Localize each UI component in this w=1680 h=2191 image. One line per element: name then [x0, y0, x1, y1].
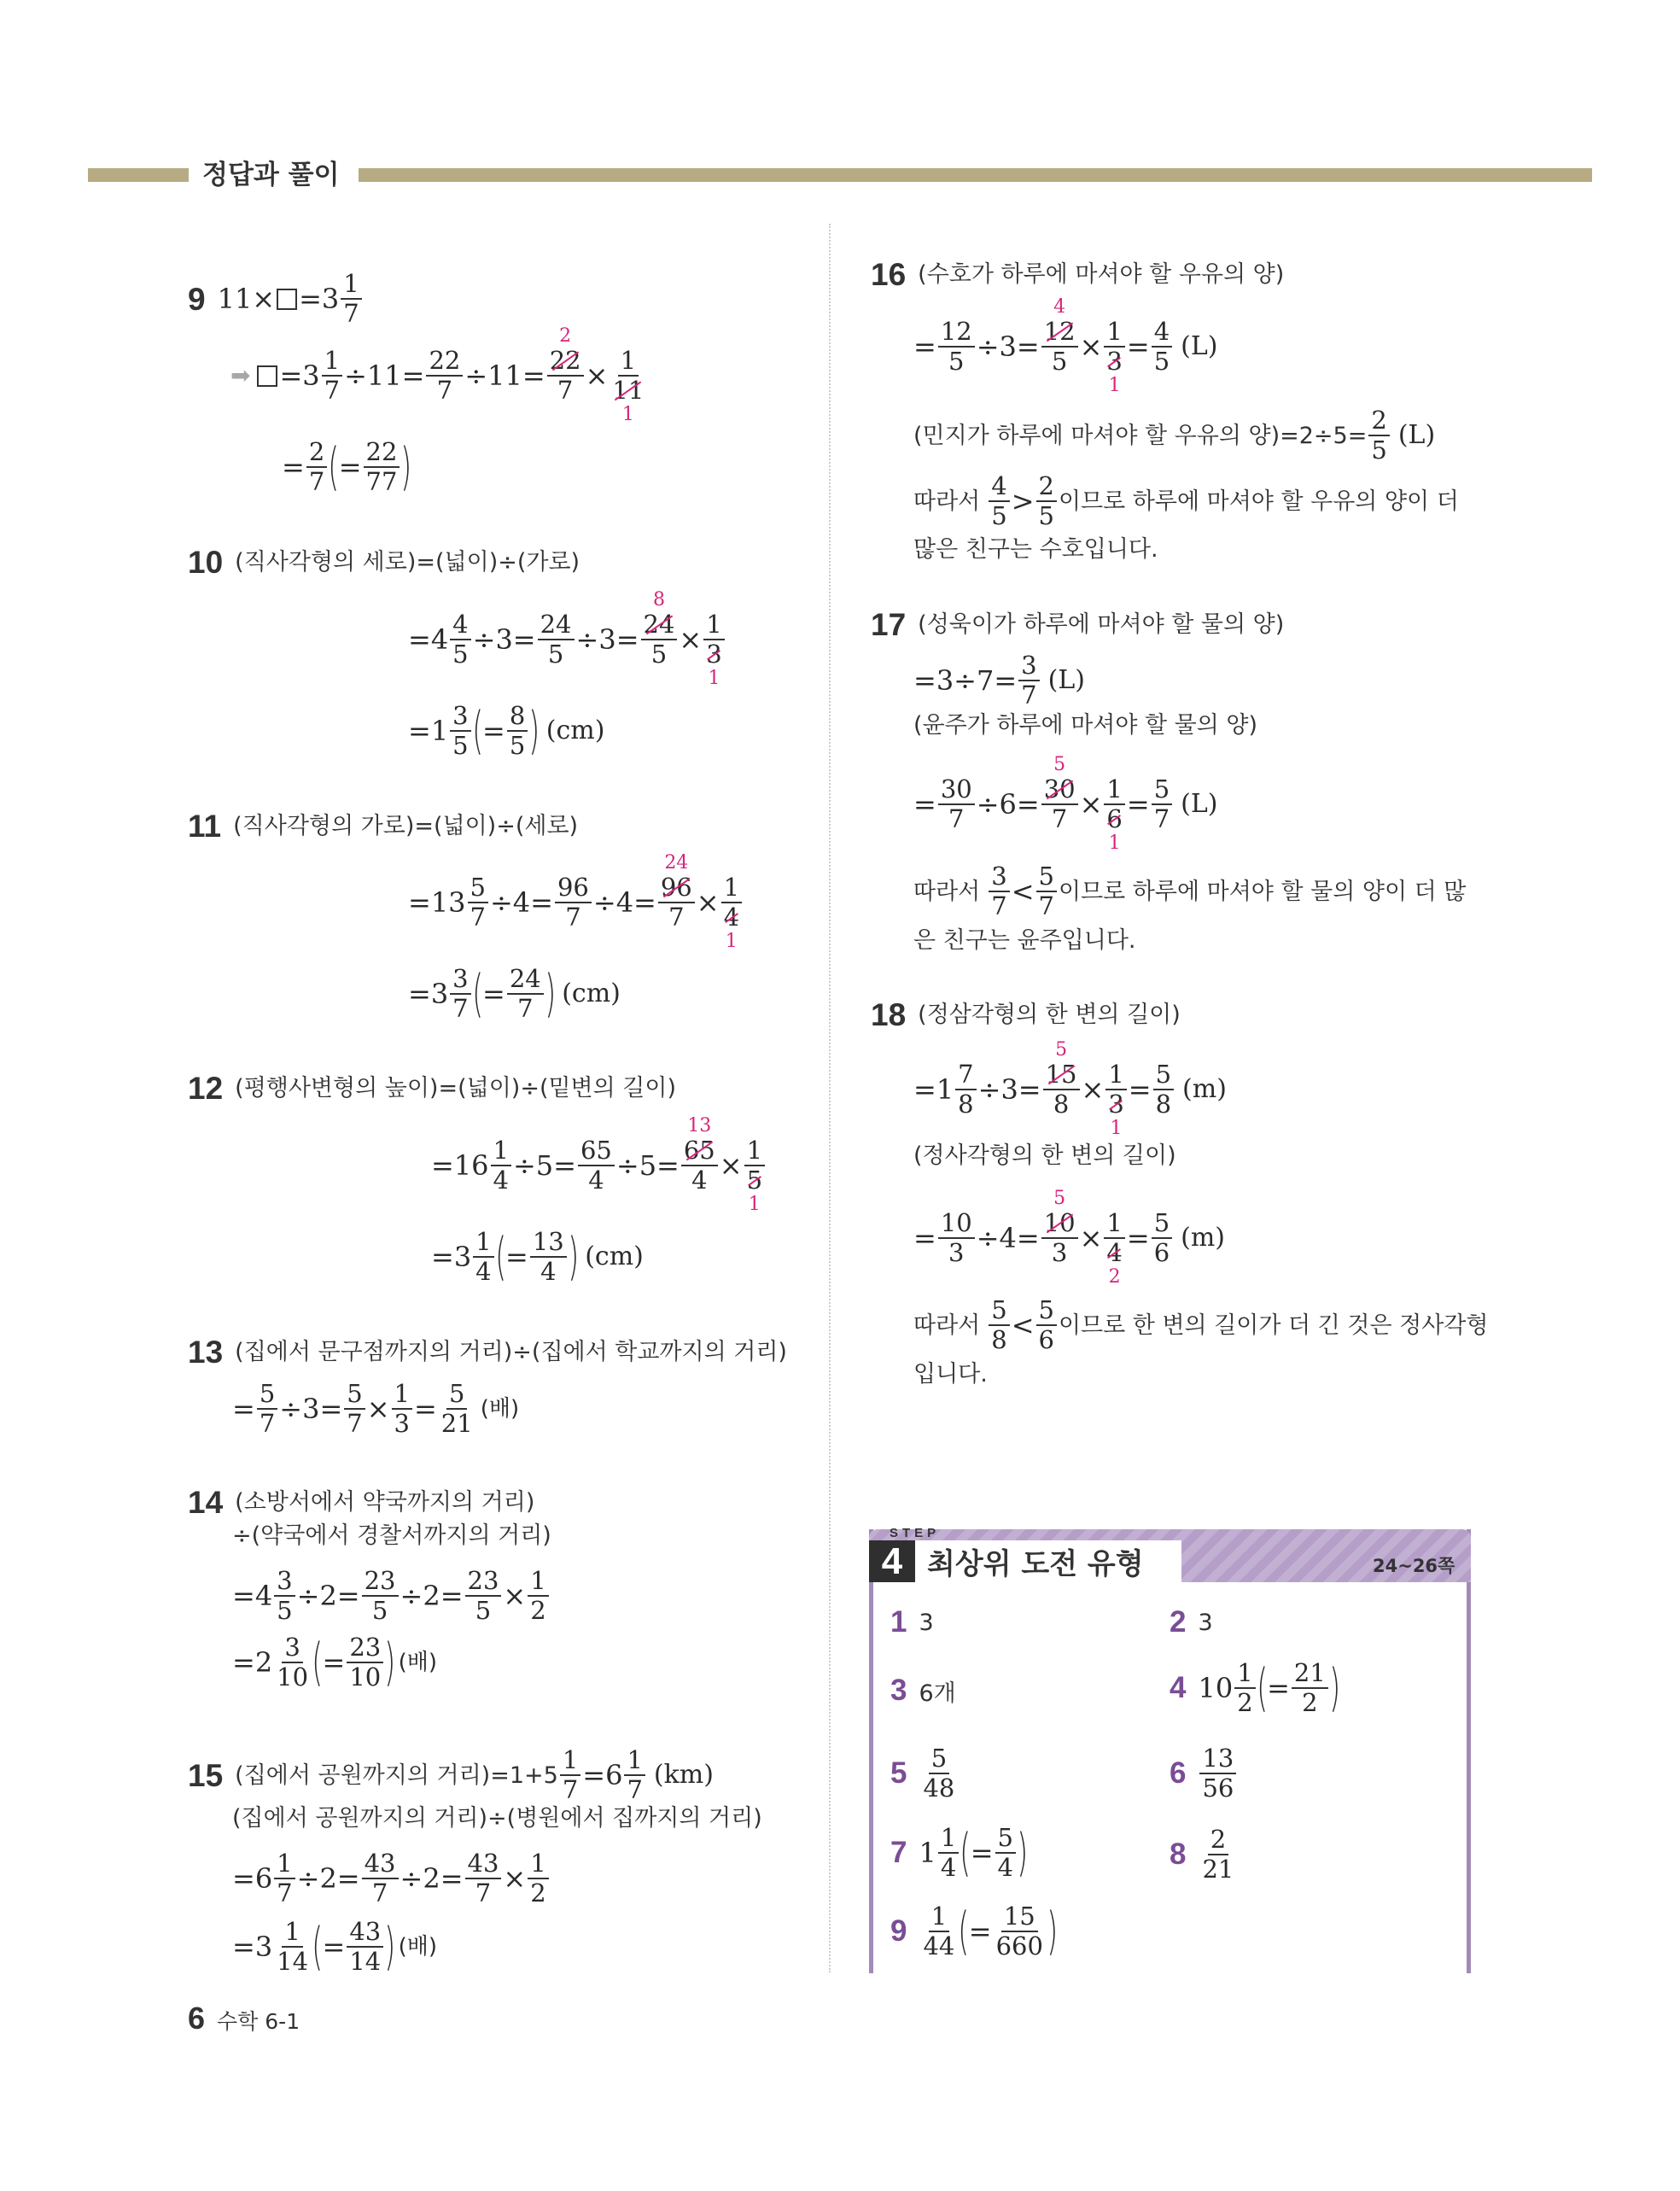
problem-number: 9	[188, 281, 206, 317]
problem-17-line-6: 은 친구는 윤주입니다.	[913, 927, 1136, 954]
problem-16-line-1: 16 (수호가 하루에 마셔야 할 우유의 양)	[871, 257, 1285, 292]
problem-11-line-2: =13 $\frac{5}{7}$ ÷4= $\frac{96}{7}$ ÷4= 96 24 7 × 1 4 1	[408, 875, 744, 930]
page-number: 6	[188, 2001, 206, 2036]
problem-13-line-1: 13 (집에서 문구점까지의 거리)÷(집에서 학교까지의 거리)	[188, 1335, 787, 1370]
cancelled-number: 12 4	[1043, 296, 1076, 346]
cancelled-number: 10 5	[1043, 1188, 1076, 1237]
blank-box-icon	[277, 289, 297, 310]
problem-14-line-2: ÷(약국에서 경찰서까지의 거리)	[232, 1522, 551, 1549]
problem-17-line-5: 따라서 $\frac{3}{7}$ < $\frac{5}{7}$ 이므로 하루에 마셔야 할 물의 양이 더 많	[913, 862, 1467, 920]
header-bar-right	[359, 168, 1592, 182]
cancelled-number: 96 24	[660, 852, 692, 902]
problem-9-line-3: = $\frac{2}{7}$ ( = $\frac{22}{77}$ )	[282, 437, 412, 497]
step-pages: 24~26쪽	[1373, 1556, 1455, 1576]
answer-4: 4 10 $\frac{1}{2}$ ( = $\frac{21}{2}$ )	[1170, 1658, 1340, 1718]
problem-18-line-6: 입니다.	[913, 1361, 988, 1388]
problem-16-line-5: 많은 친구는 수호입니다.	[913, 536, 1158, 563]
problem-14-line-4: =2 $\frac{3}{10}$ ( = $\frac{23}{10}$ ) (배)	[232, 1633, 438, 1692]
problem-18-line-4: = $\frac{10}{3}$ ÷4= 10 5 3 × 1 4 2 = $\frac{5}{6}$ (m)	[913, 1188, 1225, 1288]
cancelled-number: 4 2	[1106, 1238, 1123, 1288]
problem-16-line-2: = $\frac{12}{5}$ ÷3= 12 4 5 × 1 3 1 = $\frac{4}{5}$ (L)	[913, 296, 1218, 396]
answer-7: 7 1 $\frac{1}{4}$ ( = $\frac{5}{4}$ )	[890, 1823, 1029, 1883]
problem-12-line-3: =3 $\frac{1}{4}$ ( = $\frac{13}{4}$ ) (cm)	[431, 1227, 644, 1287]
arrow-right-icon: ➡	[230, 361, 251, 389]
problem-17-line-3: (윤주가 하루에 마셔야 할 물의 양)	[913, 712, 1258, 739]
answer-3: 3 6개	[890, 1674, 956, 1707]
cancelled-number: 15 5	[1045, 1039, 1077, 1089]
cancelled-number: 4 1	[723, 903, 740, 952]
problem-17-line-4: = $\frac{30}{7}$ ÷6= 30 5 7 × 1 6 1 = $\frac{5}{7}$ (L)	[913, 754, 1218, 854]
cancelled-number: 65 13	[683, 1115, 715, 1165]
page-title: 정답과 풀이	[202, 160, 340, 190]
page-footer	[188, 2001, 300, 2036]
answer-5: 5 $\frac{5}{48}$	[890, 1744, 955, 1802]
problem-10-line-2: =4 $\frac{4}{5}$ ÷3= $\frac{24}{5}$ ÷3= 24 8 5 × 1 3 1	[408, 612, 726, 667]
cancelled-number: 30 5	[1043, 754, 1076, 803]
problem-18-line-5: 따라서 $\frac{5}{8}$ < $\frac{5}{6}$ 이므로 한 변의 길이가 더 긴 것은 정사각형	[913, 1295, 1489, 1354]
problem-12-line-2: =16 $\frac{1}{4}$ ÷5= $\frac{65}{4}$ ÷5= 65 13 4 × 1 5 1	[431, 1138, 767, 1193]
cancelled-number: 6 1	[1106, 804, 1123, 854]
problem-11-line-3: =3 $\frac{3}{7}$ ( = $\frac{24}{7}$ ) (cm)	[408, 964, 621, 1024]
problem-16-line-4: 따라서 $\frac{4}{5}$ > $\frac{2}{5}$ 이므로 하루에 마셔야 할 우유의 양이 더	[913, 471, 1459, 530]
problem-15-line-3: =6 $\frac{1}{7}$ ÷2= $\frac{43}{7}$ ÷2= $\frac{43}{7}$ × $\frac{1}{2}$	[232, 1851, 551, 1906]
book-title: 수학 6-1	[217, 2009, 300, 2034]
problem-15-line-1: 15 (집에서 공원까지의 거리)=1+5 $\frac{1}{7}$ =6 $\frac{1}{7}$ (km)	[188, 1745, 714, 1804]
problem-18-line-3: (정사각형의 한 변의 길이)	[913, 1142, 1176, 1169]
problem-14-line-3: =4 $\frac{3}{5}$ ÷2= $\frac{23}{5}$ ÷2= $\frac{23}{5}$ × $\frac{1}{2}$	[232, 1569, 551, 1623]
step-number: 4	[869, 1540, 915, 1582]
problem-12-line-1: 12 (평행사변형의 높이)=(넓이)÷(밑변의 길이)	[188, 1071, 676, 1106]
cancelled-number: 5 1	[746, 1166, 763, 1215]
column-divider	[829, 224, 831, 1972]
cancelled-number: 3 1	[1108, 1090, 1124, 1139]
problem-18-line-1: 18 (정삼각형의 한 변의 길이)	[871, 997, 1181, 1032]
problem-17-line-1: 17 (성욱이가 하루에 마셔야 할 물의 양)	[871, 607, 1285, 642]
cancelled-number: 3 1	[1106, 347, 1123, 396]
cancelled-number: 3 1	[706, 640, 722, 689]
answer-2: 2 3	[1170, 1605, 1213, 1639]
problem-10-line-1: 10 (직사각형의 세로)=(넓이)÷(가로)	[188, 545, 580, 580]
step-title: 최상위 도전 유형	[915, 1540, 1181, 1582]
problem-9-line-1: 9 11× =3 $\frac{1}{7}$	[188, 272, 364, 326]
answer-6: 6 $\frac{13}{56}$	[1170, 1746, 1238, 1801]
problem-14-line-1: 14 (소방서에서 약국까지의 거리)	[188, 1485, 535, 1520]
blank-box-icon	[257, 365, 277, 387]
problem-18-line-2: =1 $\frac{7}{8}$ ÷3= 15 5 8 × 1 3 1 = $\frac{5}{8}$ (m)	[913, 1039, 1227, 1139]
problem-15-line-4: =3 $\frac{1}{14}$ ( = $\frac{43}{14}$ ) (배)	[232, 1917, 438, 1977]
problem-11-line-1: 11 (직사각형의 가로)=(넓이)÷(세로)	[188, 809, 579, 844]
problem-15-line-2: (집에서 공원까지의 거리)÷(병원에서 집까지의 거리)	[232, 1805, 762, 1832]
step-label: STEP	[890, 1526, 941, 1540]
answer-1: 1 3	[890, 1605, 934, 1639]
answer-9: 9 $\frac{1}{44}$ ( = $\frac{15}{660}$ )	[890, 1902, 1059, 1961]
problem-16-line-3: (민지가 하루에 마셔야 할 우유의 양)=2÷5= $\frac{2}{5}$ (L)	[913, 406, 1436, 464]
answer-8: 8 $\frac{2}{21}$	[1170, 1825, 1234, 1884]
problem-17-line-2: =3÷7= $\frac{3}{7}$ (L)	[913, 651, 1085, 710]
cancelled-number: 22 2	[549, 325, 581, 375]
problem-10-line-3: =1 $\frac{3}{5}$ ( = $\frac{8}{5}$ ) (cm)	[408, 701, 605, 761]
problem-9-line-2: ➡ =3 $\frac{1}{7}$ ÷11= $\frac{22}{7}$ ÷11= 22 2 7 × 1 11 1	[230, 325, 645, 425]
header-bar-left	[88, 168, 189, 182]
cancelled-number: 11 1	[612, 376, 645, 425]
cancelled-number: 24 8	[643, 589, 675, 639]
fraction: $\frac{1}{7}$	[341, 272, 361, 326]
problem-13-line-2: = $\frac{5}{7}$ ÷3= $\frac{5}{7}$ × $\frac{1}{3}$ = $\frac{5}{21}$ (배)	[232, 1379, 520, 1438]
